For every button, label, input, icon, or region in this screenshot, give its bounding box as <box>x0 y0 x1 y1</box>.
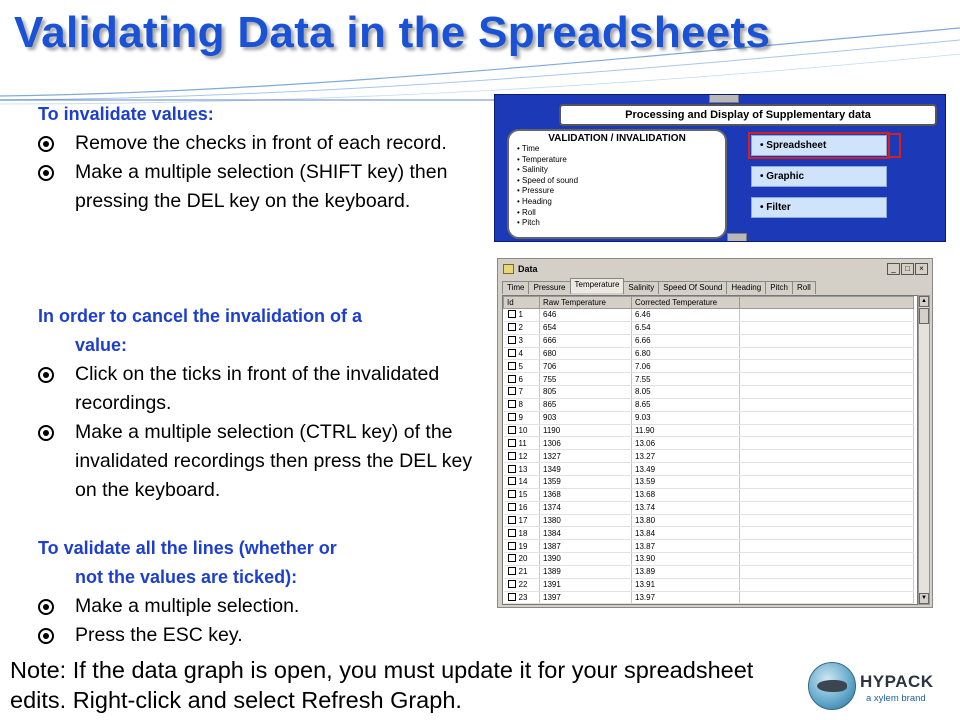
bullet-text: Make a multiple selection (CTRL key) of the invalidated recordings then press the DEL key on the keyboard. <box>75 421 473 501</box>
cell-id <box>504 334 540 347</box>
cell-empty <box>740 553 914 566</box>
table-row[interactable] <box>504 398 914 411</box>
table-row[interactable] <box>504 578 914 591</box>
cell-id <box>504 360 540 373</box>
cancel-bullet <box>38 360 478 418</box>
row-checkbox[interactable] <box>508 387 516 395</box>
cancel-bullet <box>38 418 478 505</box>
cell-id <box>504 501 540 514</box>
cell-raw-temperature[interactable]: 1391 <box>540 578 632 591</box>
cell-corrected-temperature[interactable]: 13.06 <box>632 437 740 450</box>
cell-id <box>504 514 540 527</box>
row-id-text: 19 <box>518 541 528 551</box>
row-id-text: 22 <box>518 580 528 590</box>
filter-button[interactable]: • Filter <box>751 197 887 218</box>
table-row[interactable] <box>504 450 914 463</box>
row-checkbox[interactable] <box>508 516 516 524</box>
cell-id <box>504 475 540 488</box>
cell-corrected-temperature[interactable]: 11.90 <box>632 424 740 437</box>
table-row[interactable] <box>504 565 914 578</box>
table-row[interactable] <box>504 309 914 322</box>
cell-empty <box>740 373 914 386</box>
cell-empty <box>740 411 914 424</box>
table-row[interactable] <box>504 437 914 450</box>
column-header-corrected-temperature[interactable]: Corrected Temperature <box>632 297 740 309</box>
cell-id <box>504 527 540 540</box>
row-checkbox[interactable] <box>508 580 516 588</box>
row-checkbox[interactable] <box>508 490 516 498</box>
workflow-diagram <box>494 94 946 242</box>
cell-id <box>504 321 540 334</box>
row-checkbox[interactable] <box>508 310 516 318</box>
cell-corrected-temperature[interactable]: 8.65 <box>632 398 740 411</box>
cell-corrected-temperature[interactable]: 13.80 <box>632 514 740 527</box>
row-checkbox[interactable] <box>508 465 516 473</box>
cell-corrected-temperature[interactable]: 7.55 <box>632 373 740 386</box>
tab-salinity[interactable]: Salinity <box>623 281 659 294</box>
logo-subtitle: a xylem brand <box>866 693 926 704</box>
row-checkbox[interactable] <box>508 452 516 460</box>
tab-heading[interactable]: Heading <box>726 281 766 294</box>
cell-corrected-temperature[interactable]: 13.97 <box>632 591 740 604</box>
cell-id <box>504 347 540 360</box>
column-header-empty <box>740 297 914 309</box>
validation-item: • Pitch <box>517 218 717 229</box>
cell-id <box>504 437 540 450</box>
cell-id <box>504 450 540 463</box>
tab-roll[interactable]: Roll <box>792 281 816 294</box>
cell-empty <box>740 424 914 437</box>
cell-raw-temperature[interactable]: 755 <box>540 373 632 386</box>
row-checkbox[interactable] <box>508 413 516 421</box>
cell-corrected-temperature[interactable]: 13.74 <box>632 501 740 514</box>
cell-id <box>504 463 540 476</box>
validate-heading-line1: To validate all the lines (whether or <box>38 538 337 558</box>
cell-corrected-temperature[interactable]: 13.68 <box>632 488 740 501</box>
cell-raw-temperature[interactable]: 706 <box>540 360 632 373</box>
cell-raw-temperature[interactable]: 1359 <box>540 475 632 488</box>
row-id-text: 23 <box>518 592 528 602</box>
bullet-text: Make a multiple selection. <box>75 595 300 617</box>
table-row[interactable] <box>504 386 914 399</box>
validation-item: • Temperature <box>517 155 717 166</box>
invalidate-section <box>38 100 478 216</box>
row-id-text: 13 <box>518 464 528 474</box>
bullet-text: Make a multiple selection (SHIFT key) then pressing the DEL key on the keyboard. <box>75 161 448 212</box>
validation-item: • Time <box>517 144 717 155</box>
row-checkbox[interactable] <box>508 375 516 383</box>
table-row[interactable] <box>504 411 914 424</box>
cell-id <box>504 488 540 501</box>
validation-item: • Speed of sound <box>517 176 717 187</box>
row-checkbox[interactable] <box>508 426 516 434</box>
cell-corrected-temperature[interactable]: 13.87 <box>632 540 740 553</box>
row-id-text: 20 <box>518 554 528 564</box>
cell-id <box>504 386 540 399</box>
row-id-text: 7 <box>518 387 523 397</box>
minimize-button[interactable]: _ <box>887 263 900 275</box>
cell-empty <box>740 386 914 399</box>
row-checkbox[interactable] <box>508 323 516 331</box>
row-id-text: 4 <box>518 348 523 358</box>
connector-arrow <box>709 94 739 103</box>
cell-raw-temperature[interactable]: 1327 <box>540 450 632 463</box>
tab-temperature[interactable]: Temperature <box>570 278 625 293</box>
table-row[interactable] <box>504 373 914 386</box>
cell-raw-temperature[interactable]: 903 <box>540 411 632 424</box>
row-id-text: 9 <box>518 413 523 423</box>
bullet-text: Click on the ticks in front of the invalidated recordings. <box>75 363 440 414</box>
scrollbar-thumb[interactable] <box>919 308 929 324</box>
row-id-text: 21 <box>518 567 528 577</box>
row-checkbox[interactable] <box>508 439 516 447</box>
table-row[interactable] <box>504 347 914 360</box>
cell-corrected-temperature[interactable]: 8.05 <box>632 386 740 399</box>
row-id-text: 16 <box>518 503 528 513</box>
cell-raw-temperature[interactable]: 1380 <box>540 514 632 527</box>
row-id-text: 17 <box>518 515 528 525</box>
cell-empty <box>740 514 914 527</box>
cell-raw-temperature[interactable]: 1374 <box>540 501 632 514</box>
validate-all-heading <box>38 534 478 592</box>
row-id-text: 6 <box>518 374 523 384</box>
table-row[interactable] <box>504 424 914 437</box>
cancel-heading-line2: value: <box>75 335 128 355</box>
tab-time[interactable]: Time <box>502 281 529 294</box>
validation-list <box>517 144 717 229</box>
cell-raw-temperature[interactable]: 1390 <box>540 553 632 566</box>
cell-empty <box>740 347 914 360</box>
cell-empty <box>740 398 914 411</box>
table-row[interactable] <box>504 360 914 373</box>
invalidate-bullet <box>38 158 478 216</box>
row-checkbox[interactable] <box>508 554 516 562</box>
invalidate-bullet <box>38 129 478 158</box>
bullet-circle-icon <box>38 136 54 152</box>
table-row[interactable] <box>504 321 914 334</box>
cell-corrected-temperature[interactable]: 13.27 <box>632 450 740 463</box>
cell-corrected-temperature[interactable]: 13.59 <box>632 475 740 488</box>
cell-raw-temperature[interactable]: 654 <box>540 321 632 334</box>
cell-raw-temperature[interactable]: 680 <box>540 347 632 360</box>
cell-id <box>504 565 540 578</box>
validation-item: • Pressure <box>517 186 717 197</box>
row-id-text: 5 <box>518 361 523 371</box>
tab-pitch[interactable]: Pitch <box>765 281 793 294</box>
tab-bar <box>502 279 928 293</box>
processing-title-box: Processing and Display of Supplementary data <box>559 104 937 126</box>
cell-id <box>504 373 540 386</box>
bullet-circle-icon <box>38 367 54 383</box>
tab-speed-of-sound[interactable]: Speed Of Sound <box>658 281 727 294</box>
bullet-circle-icon <box>38 425 54 441</box>
invalidate-heading: To invalidate values: <box>38 104 214 124</box>
scroll-up-arrow-icon[interactable]: ▲ <box>919 296 929 307</box>
window-titlebar[interactable] <box>500 261 930 277</box>
cell-corrected-temperature[interactable]: 6.54 <box>632 321 740 334</box>
cell-id <box>504 540 540 553</box>
cell-empty <box>740 565 914 578</box>
cell-empty <box>740 527 914 540</box>
cell-raw-temperature[interactable]: 1389 <box>540 565 632 578</box>
cell-empty <box>740 321 914 334</box>
cell-id <box>504 578 540 591</box>
row-checkbox[interactable] <box>508 529 516 537</box>
cell-id <box>504 309 540 322</box>
data-grid <box>502 295 918 605</box>
validate-heading-line2: not the values are ticked): <box>75 567 298 587</box>
whale-icon <box>817 680 847 692</box>
table-row[interactable] <box>504 553 914 566</box>
temperature-table <box>503 296 914 604</box>
cell-corrected-temperature[interactable]: 13.84 <box>632 527 740 540</box>
cell-empty <box>740 540 914 553</box>
cell-corrected-temperature[interactable]: 9.03 <box>632 411 740 424</box>
table-row[interactable] <box>504 540 914 553</box>
connector-stub <box>727 233 747 242</box>
cell-corrected-temperature[interactable]: 6.66 <box>632 334 740 347</box>
cell-raw-temperature[interactable]: 1387 <box>540 540 632 553</box>
table-row[interactable] <box>504 475 914 488</box>
row-id-text: 11 <box>518 438 527 448</box>
graphic-button[interactable]: • Graphic <box>751 166 887 187</box>
cell-id <box>504 424 540 437</box>
vertical-scrollbar[interactable] <box>918 295 930 605</box>
cell-empty <box>740 334 914 347</box>
cell-empty <box>740 488 914 501</box>
table-row[interactable] <box>504 488 914 501</box>
cell-empty <box>740 578 914 591</box>
bullet-circle-icon <box>38 628 54 644</box>
bullet-circle-icon <box>38 599 54 615</box>
bullet-text: Press the ESC key. <box>75 624 243 646</box>
row-checkbox[interactable] <box>508 336 516 344</box>
cell-corrected-temperature[interactable]: 13.89 <box>632 565 740 578</box>
spreadsheet-highlight-frame <box>887 133 901 158</box>
cell-raw-temperature[interactable]: 865 <box>540 398 632 411</box>
cell-id <box>504 411 540 424</box>
validate-all-section <box>38 534 478 650</box>
slide-title: Validating Data in the Spreadsheets <box>14 8 771 57</box>
bullet-text: Remove the checks in front of each record. <box>75 132 447 154</box>
cancel-invalidation-section <box>38 302 478 505</box>
cancel-heading-line1: In order to cancel the invalidation of a <box>38 306 363 326</box>
tab-pressure[interactable]: Pressure <box>528 281 570 294</box>
cell-raw-temperature[interactable]: 666 <box>540 334 632 347</box>
cell-empty <box>740 309 914 322</box>
row-checkbox[interactable] <box>508 477 516 485</box>
cell-raw-temperature[interactable]: 1349 <box>540 463 632 476</box>
cell-corrected-temperature[interactable]: 6.80 <box>632 347 740 360</box>
table-row[interactable] <box>504 463 914 476</box>
row-checkbox[interactable] <box>508 542 516 550</box>
cell-empty <box>740 463 914 476</box>
cell-raw-temperature[interactable]: 805 <box>540 386 632 399</box>
maximize-button[interactable]: □ <box>901 263 914 275</box>
row-checkbox[interactable] <box>508 593 516 601</box>
cell-corrected-temperature[interactable]: 6.46 <box>632 309 740 322</box>
cancel-heading <box>38 302 478 360</box>
validation-item: • Heading <box>517 197 717 208</box>
cell-corrected-temperature[interactable]: 13.91 <box>632 578 740 591</box>
table-body <box>504 309 914 604</box>
cell-id <box>504 398 540 411</box>
cell-corrected-temperature[interactable]: 13.49 <box>632 463 740 476</box>
row-id-text: 2 <box>518 323 523 333</box>
cell-id <box>504 591 540 604</box>
row-checkbox[interactable] <box>508 400 516 408</box>
cell-corrected-temperature[interactable]: 13.90 <box>632 553 740 566</box>
validate-bullet <box>38 592 478 621</box>
validate-bullet <box>38 621 478 650</box>
row-id-text: 8 <box>518 400 523 410</box>
cell-raw-temperature[interactable]: 1306 <box>540 437 632 450</box>
cell-empty <box>740 501 914 514</box>
cell-raw-temperature[interactable]: 1384 <box>540 527 632 540</box>
row-id-text: 3 <box>518 336 523 346</box>
row-id-text: 1 <box>518 310 523 320</box>
cell-empty <box>740 360 914 373</box>
cell-raw-temperature[interactable]: 1368 <box>540 488 632 501</box>
column-header-raw-temperature[interactable]: Raw Temperature <box>540 297 632 309</box>
cell-empty <box>740 437 914 450</box>
validation-item: • Roll <box>517 208 717 219</box>
validation-box <box>507 129 727 239</box>
validation-title: VALIDATION / INVALIDATION <box>548 133 686 144</box>
table-row[interactable] <box>504 514 914 527</box>
row-id-text: 15 <box>518 490 528 500</box>
column-header-id[interactable]: Id <box>504 297 540 309</box>
row-id-text: 18 <box>518 528 528 538</box>
bullet-circle-icon <box>38 165 54 181</box>
hypack-logo <box>808 662 956 718</box>
spreadsheet-button[interactable]: • Spreadsheet <box>751 135 887 156</box>
table-row[interactable] <box>504 501 914 514</box>
cell-empty <box>740 450 914 463</box>
cell-id <box>504 553 540 566</box>
row-checkbox[interactable] <box>508 503 516 511</box>
row-id-text: 10 <box>518 426 528 436</box>
row-checkbox[interactable] <box>508 362 516 370</box>
table-row[interactable] <box>504 591 914 604</box>
cell-raw-temperature[interactable]: 646 <box>540 309 632 322</box>
cell-raw-temperature[interactable]: 1397 <box>540 591 632 604</box>
validation-item: • Salinity <box>517 165 717 176</box>
cell-raw-temperature[interactable]: 1190 <box>540 424 632 437</box>
scroll-down-arrow-icon[interactable]: ▼ <box>919 593 929 604</box>
logo-name: HYPACK <box>860 672 934 691</box>
cell-corrected-temperature[interactable]: 7.06 <box>632 360 740 373</box>
cell-empty <box>740 475 914 488</box>
close-button[interactable]: × <box>915 263 928 275</box>
row-id-text: 12 <box>518 451 528 461</box>
table-row[interactable] <box>504 334 914 347</box>
window-title: Data <box>518 264 538 274</box>
row-id-text: 14 <box>518 477 528 487</box>
window-app-icon <box>503 264 514 274</box>
table-row[interactable] <box>504 527 914 540</box>
footer-note: Note: If the data graph is open, you must update it for your spreadsheet edits. Right-click and select Refresh Graph. <box>10 657 754 713</box>
cell-empty <box>740 591 914 604</box>
row-checkbox[interactable] <box>508 567 516 575</box>
data-window <box>497 258 933 608</box>
row-checkbox[interactable] <box>508 349 516 357</box>
